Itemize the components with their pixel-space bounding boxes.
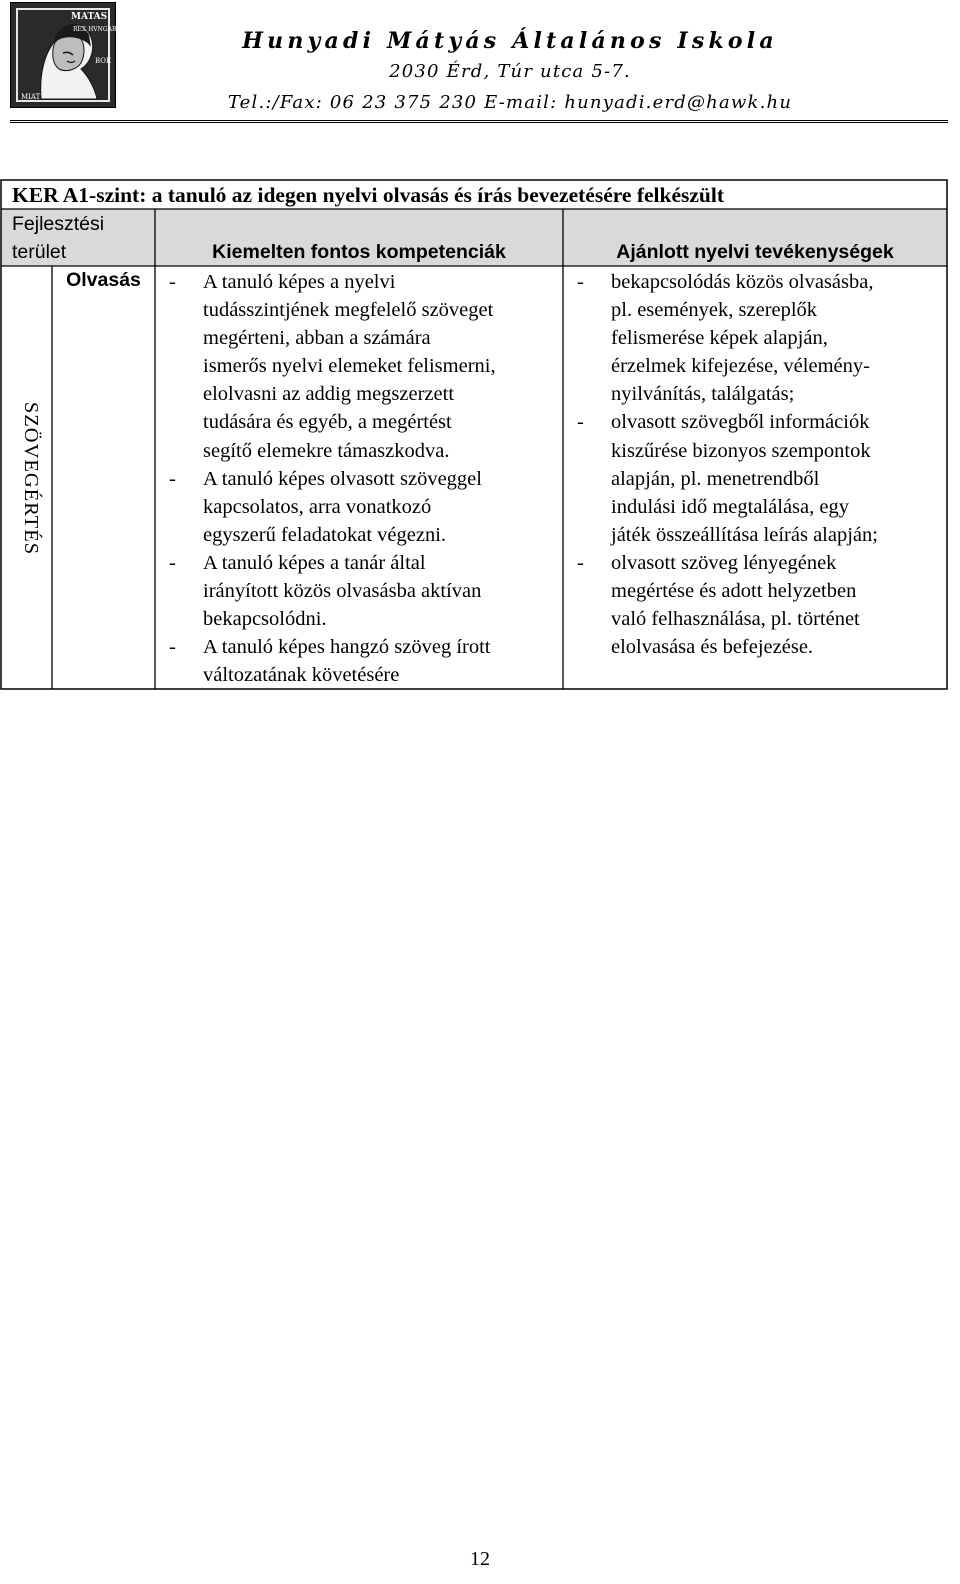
list-item xyxy=(165,549,560,633)
competency-text: A tanuló képes a tanár által irányított közös olvasásba aktívan bekapcsolódni. xyxy=(203,551,482,631)
activity-text: olvasott szövegből információk kiszűrése bizonyos szempontok alapján, pl. menetrendből indulási idő megtalálása, egy játék összeállítása leírás alapján; xyxy=(611,411,878,546)
bullet-dash: - xyxy=(169,551,176,574)
bullet-dash: - xyxy=(577,271,584,293)
table-title: KER A1-szint: a tanuló az idegen nyelvi olvasás és írás bevezetésére felkészült xyxy=(12,183,724,207)
header-area-line2: terület xyxy=(12,241,67,263)
competency-text: A tanuló képes olvasott szöveggel kapcsolatos, arra vonatkozó egyszerű feladatokat végezni. xyxy=(203,467,482,546)
list-item xyxy=(165,268,560,465)
bullet-dash: - xyxy=(169,636,176,659)
competency-text: A tanuló képes hangzó szöveg írott változatának követésére xyxy=(203,636,491,687)
list-item xyxy=(573,549,945,661)
development-area-text: SZÖVEGÉRTÉS xyxy=(20,401,43,555)
header-competencies: Kiemelten fontos kompetenciák xyxy=(212,241,506,263)
page-number: 12 xyxy=(470,1548,490,1570)
competency-list xyxy=(165,268,560,689)
header-area-line1: Fejlesztési xyxy=(12,213,105,235)
competency-text: A tanuló képes a nyelvi tudásszintjének megfelelő szöveget megérteni, abban a számára ismerős nyelvi elemeket felismerni, elolvasni az addig megszerzett tudására és egyéb, a megértést segítő elemekre támaszkodva. xyxy=(203,271,496,462)
activity-text: bekapcsolódás közös olvasásba, pl. események, szereplők felismerése képek alapján, érzelmek kifejezése, vélemény- nyilvánítás, találgatás; xyxy=(611,271,874,406)
svg-text:BOE: BOE xyxy=(95,57,112,65)
school-contact: Tel.:/Fax: 06 23 375 230 E-mail: hunyadi.erd@hawk.hu xyxy=(227,92,793,113)
bullet-dash: - xyxy=(577,551,584,574)
bullet-dash: - xyxy=(577,411,584,434)
svg-text:MIAT: MIAT xyxy=(21,93,41,101)
bullet-dash: - xyxy=(169,271,176,293)
list-item xyxy=(573,268,945,408)
header-activities: Ajánlott nyelvi tevékenységek xyxy=(616,241,894,263)
bullet-dash: - xyxy=(169,467,176,490)
list-item xyxy=(165,465,560,549)
activity-list xyxy=(573,268,945,661)
subject-label: Olvasás xyxy=(66,269,141,291)
school-address: 2030 Érd, Túr utca 5-7. xyxy=(389,61,631,82)
svg-text:MATAS: MATAS xyxy=(71,12,108,22)
list-item xyxy=(165,633,560,689)
school-name: Hunyadi Mátyás Általános Iskola xyxy=(242,28,778,54)
list-item xyxy=(573,408,945,548)
svg-text:REX HVNGARIAE: REX HVNGARIAE xyxy=(73,26,128,33)
activity-text: olvasott szöveg lényegének megértése és adott helyzetben való felhasználása, pl. történet elolvasása és befejezése. xyxy=(611,551,860,659)
development-area-label xyxy=(12,268,50,688)
